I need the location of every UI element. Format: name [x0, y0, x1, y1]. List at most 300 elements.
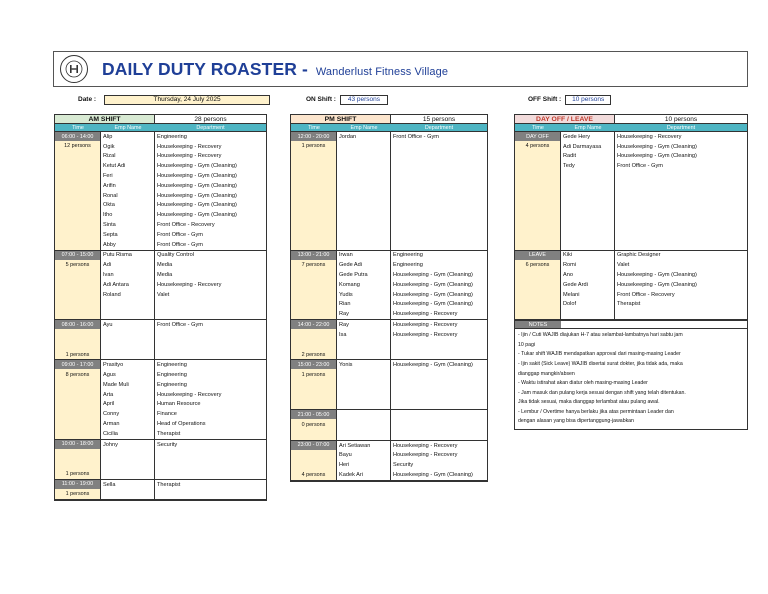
employee-name	[561, 230, 615, 240]
employee-row	[337, 280, 487, 290]
employee-department	[391, 191, 487, 201]
employee-department: Housekeeping - Gym (Cleaning)	[393, 281, 473, 288]
employee-name	[561, 171, 615, 181]
employee-department: Housekeeping - Recovery	[393, 322, 458, 329]
am-section-header	[55, 115, 266, 124]
employee-row	[561, 260, 747, 270]
day-off-section	[514, 114, 748, 430]
employee-name: Cicilia	[101, 429, 155, 439]
employee-name	[561, 181, 615, 191]
employee-row	[337, 152, 487, 162]
note-line: dianggap mangkir/absen	[518, 370, 575, 377]
shift-time-cell	[55, 480, 101, 500]
employee-name: Feri	[101, 171, 155, 181]
shift-time-cell	[55, 251, 101, 320]
employee-department	[615, 171, 747, 181]
employee-department: Therapist	[157, 430, 181, 437]
employee-department: Front Office - Gym	[617, 163, 663, 170]
employee-name: Ray	[337, 320, 391, 330]
shift-count: 2 persons	[301, 351, 326, 358]
employee-name: Romi	[561, 260, 615, 270]
employee-name	[337, 142, 391, 152]
column-headers	[55, 124, 266, 132]
employee-row	[561, 152, 747, 162]
employee-department: Housekeeping - Gym (Cleaning)	[393, 272, 473, 279]
employee-name: Prasityo	[101, 360, 155, 370]
employee-name: Ano	[561, 270, 615, 280]
employee-row	[561, 251, 747, 261]
notes-header	[515, 320, 747, 329]
pm-section-count: 15 persons	[422, 115, 456, 123]
note-line: - Tukar shift WAJIB mendapatkan approval dari masing-masing Leader	[518, 351, 681, 358]
company-logo-icon	[60, 55, 88, 83]
employee-department: Engineering	[157, 133, 187, 140]
employee-department: Valet	[617, 262, 630, 269]
employee-name	[337, 230, 391, 240]
employee-name	[101, 450, 155, 460]
employee-department	[615, 220, 747, 230]
employee-row	[101, 419, 266, 429]
employee-row	[337, 251, 487, 261]
employee-department: Housekeeping - Gym (Cleaning)	[617, 153, 697, 160]
on-shift-label: ON Shift :	[306, 96, 336, 103]
shift-count: 1 persons	[65, 351, 90, 358]
employee-row	[561, 290, 747, 300]
col-time-header: Time	[72, 124, 84, 131]
employee-department	[391, 410, 487, 420]
employee-row	[101, 390, 266, 400]
employee-department	[391, 430, 487, 440]
shift-time: 23:00 - 07:00	[291, 441, 336, 450]
col-dept-header: Department	[424, 124, 454, 131]
employee-row	[337, 201, 487, 211]
shift-block	[291, 320, 487, 360]
employee-department: Engineering	[393, 252, 423, 259]
employee-name: Septa	[101, 230, 155, 240]
employee-name	[561, 191, 615, 201]
shift-time: 11:00 - 19:00	[55, 480, 100, 489]
employee-row	[337, 430, 487, 440]
employee-row	[101, 152, 266, 162]
employee-department	[155, 450, 266, 460]
employee-department: Housekeeping - Gym (Cleaning)	[617, 143, 697, 150]
shift-time-cell	[291, 410, 337, 439]
employee-name: Ray	[337, 309, 391, 319]
employee-department	[391, 230, 487, 240]
am-shift-section	[54, 114, 267, 501]
employee-row	[101, 191, 266, 201]
employee-department	[391, 340, 487, 350]
notes-label: NOTES	[515, 321, 561, 328]
employee-department: Quality Control	[157, 252, 194, 259]
employee-row	[101, 440, 266, 450]
shift-block	[291, 132, 487, 251]
employee-name: Abby	[101, 240, 155, 250]
employee-department: Engineering	[157, 372, 187, 379]
shift-time-cell	[291, 360, 337, 409]
employee-row	[101, 370, 266, 380]
shift-time: 10:00 - 18:00	[55, 440, 100, 449]
employee-list	[337, 132, 487, 250]
shift-block	[55, 360, 266, 439]
employee-department	[391, 152, 487, 162]
employee-name	[561, 201, 615, 211]
employee-name: Sella	[101, 480, 155, 490]
employee-list	[337, 410, 487, 439]
employee-name	[337, 350, 391, 360]
employee-name: Adi	[101, 260, 155, 270]
employee-department	[615, 230, 747, 240]
shift-count: 4 persons	[301, 472, 326, 479]
employee-row	[561, 210, 747, 220]
column-headers	[515, 124, 747, 132]
employee-department: Engineering	[393, 262, 423, 269]
employee-department: Housekeeping - Gym (Cleaning)	[617, 272, 697, 279]
employee-name: Gede Putra	[337, 270, 391, 280]
employee-row	[561, 240, 747, 250]
date-value[interactable]: Thursday, 24 July 2025	[104, 95, 270, 105]
employee-row	[101, 270, 266, 280]
employee-name	[337, 191, 391, 201]
employee-department	[391, 171, 487, 181]
employee-department: Housekeeping - Recovery	[157, 143, 222, 150]
employee-row	[561, 280, 747, 290]
employee-row	[561, 300, 747, 310]
employee-name: Gede Ardi	[561, 280, 615, 290]
employee-row	[337, 470, 487, 480]
shift-count: 12 persons	[64, 143, 91, 150]
notes-list	[515, 329, 747, 429]
employee-row	[101, 251, 266, 261]
shift-block	[515, 132, 747, 251]
employee-list	[561, 132, 747, 250]
employee-department: Front Office - Gym	[157, 241, 203, 248]
off-shift-field	[528, 94, 611, 105]
employee-row	[561, 181, 747, 191]
employee-name: Adi Antara	[101, 280, 155, 290]
column-headers	[291, 124, 487, 132]
employee-department: Human Resource	[157, 401, 201, 408]
employee-department	[155, 490, 266, 500]
employee-name: Ketut Adi	[101, 161, 155, 171]
note-line: - Waktu istirahat akan diatur oleh masing-masing Leader	[518, 380, 648, 387]
employee-name: Arifin	[101, 181, 155, 191]
title-separator: -	[301, 58, 308, 79]
employee-name	[337, 370, 391, 380]
employee-department: Media	[157, 262, 173, 269]
employee-row	[561, 142, 747, 152]
employee-department: Security	[393, 462, 414, 469]
employee-row	[101, 300, 266, 310]
employee-name	[561, 309, 615, 319]
employee-row	[337, 300, 487, 310]
employee-department: Housekeeping - Recovery	[393, 452, 458, 459]
shift-block	[291, 360, 487, 410]
employee-department	[615, 309, 747, 319]
employee-department: Housekeeping - Gym (Cleaning)	[393, 471, 473, 478]
employee-name	[101, 340, 155, 350]
employee-list	[101, 251, 266, 320]
employee-department: Engineering	[157, 381, 187, 388]
employee-row	[337, 210, 487, 220]
employee-department	[155, 300, 266, 310]
off-section-title: DAY OFF / LEAVE	[515, 115, 615, 123]
employee-department: Housekeeping - Gym (Cleaning)	[157, 202, 237, 209]
note-line: Jika tidak sesuai, maka dianggap terlambat atau pulang awal.	[518, 399, 660, 406]
employee-department: Head of Operations	[157, 421, 206, 427]
employee-name: Ayu	[101, 320, 155, 330]
employee-name: Bayu	[337, 451, 391, 461]
employee-department: Front Office - Gym	[157, 322, 203, 329]
employee-row	[101, 340, 266, 350]
employee-row	[101, 320, 266, 330]
employee-department: Finance	[157, 411, 177, 418]
shift-count: 0 persons	[301, 421, 326, 428]
shift-count: 7 persons	[301, 261, 326, 268]
employee-name: Okta	[101, 201, 155, 211]
employee-department: Housekeeping - Gym (Cleaning)	[393, 362, 473, 369]
employee-department	[391, 220, 487, 230]
employee-department	[391, 210, 487, 220]
employee-name	[101, 490, 155, 500]
employee-row	[337, 330, 487, 340]
employee-row	[101, 132, 266, 142]
employee-department: Housekeeping - Recovery	[157, 391, 222, 398]
employee-name: Arta	[101, 390, 155, 400]
on-shift-field	[306, 94, 388, 105]
shift-time: 08:00 - 16:00	[55, 320, 100, 329]
employee-department: Housekeeping - Recovery	[157, 153, 222, 160]
am-section-title: AM SHIFT	[55, 115, 155, 123]
employee-department: Housekeeping - Gym (Cleaning)	[157, 192, 237, 199]
employee-row	[561, 132, 747, 142]
shift-time-cell	[291, 441, 337, 480]
employee-row	[337, 260, 487, 270]
employee-department: Housekeeping - Gym (Cleaning)	[393, 301, 473, 308]
shift-block	[55, 251, 266, 321]
employee-department: Housekeeping - Recovery	[393, 442, 458, 449]
employee-department: Housekeeping - Gym (Cleaning)	[157, 163, 237, 170]
employee-row	[337, 320, 487, 330]
employee-name: Kiki	[561, 251, 615, 261]
employee-name: Tedy	[561, 161, 615, 171]
employee-row	[561, 191, 747, 201]
employee-row	[561, 270, 747, 280]
employee-name	[337, 410, 391, 420]
shift-block	[55, 132, 266, 251]
employee-name: Ari Setiawan	[337, 441, 391, 451]
note-line: - Lembur / Overtime hanya berlaku jika atas permintaan Leader dan	[518, 408, 674, 415]
employee-department: Front Office - Recovery	[617, 291, 675, 298]
employee-name	[101, 300, 155, 310]
employee-department	[615, 240, 747, 250]
employee-row	[101, 459, 266, 469]
employee-department	[155, 350, 266, 360]
note-line: 10 pagi	[518, 341, 536, 348]
employee-row	[101, 142, 266, 152]
employee-row	[561, 171, 747, 181]
employee-name	[337, 171, 391, 181]
employee-row	[101, 309, 266, 319]
employee-row	[337, 220, 487, 230]
employee-department	[391, 181, 487, 191]
employee-name	[337, 210, 391, 220]
employee-department	[391, 240, 487, 250]
employee-department: Valet	[157, 291, 170, 298]
employee-row	[101, 480, 266, 490]
employee-department: Housekeeping - Recovery	[393, 331, 458, 338]
shift-count: 8 persons	[65, 371, 90, 378]
employee-row	[337, 161, 487, 171]
employee-row	[561, 309, 747, 319]
note-line: - Ijin sakit (Sick Leave) WAJIB disertai surat dokter, jika tidak ada, maka	[518, 360, 683, 367]
pm-section-header	[291, 115, 487, 124]
employee-name: Sinta	[101, 220, 155, 230]
employee-row	[101, 330, 266, 340]
employee-name	[561, 210, 615, 220]
shift-time: DAY OFF	[515, 132, 560, 141]
employee-name	[337, 161, 391, 171]
shift-time-cell	[291, 320, 337, 359]
employee-name: Irwan	[337, 251, 391, 261]
employee-row	[101, 409, 266, 419]
employee-list	[101, 440, 266, 479]
employee-department: Front Office - Recovery	[157, 222, 215, 229]
shift-time-cell	[55, 360, 101, 438]
employee-row	[337, 191, 487, 201]
shift-count: 1 persons	[65, 491, 90, 498]
shift-time-cell	[515, 251, 561, 320]
employee-row	[337, 142, 487, 152]
employee-name: Putu Risma	[101, 251, 155, 261]
employee-row	[561, 201, 747, 211]
employee-name: Roland	[101, 290, 155, 300]
shift-count: 6 persons	[525, 261, 550, 268]
shift-count: 1 persons	[301, 371, 326, 378]
employee-row	[101, 290, 266, 300]
employee-list	[337, 360, 487, 409]
employee-name: Radit	[561, 152, 615, 162]
employee-department	[391, 142, 487, 152]
employee-row	[101, 240, 266, 250]
shift-count: 1 persons	[65, 471, 90, 478]
shift-time-cell	[291, 132, 337, 250]
employee-name: Agus	[101, 370, 155, 380]
employee-department	[155, 309, 266, 319]
employee-name	[101, 309, 155, 319]
employee-row	[337, 309, 487, 319]
employee-name: Komang	[337, 280, 391, 290]
employee-name: Alip	[101, 132, 155, 142]
title-text: DAILY DUTY ROASTER	[102, 58, 297, 79]
employee-department: Housekeeping - Gym (Cleaning)	[617, 281, 697, 288]
employee-department: Graphic Designer	[617, 252, 661, 259]
on-shift-value: 43 persons	[340, 95, 388, 105]
shift-time: 15:00 - 23:00	[291, 360, 336, 369]
employee-row	[337, 240, 487, 250]
shift-block	[291, 410, 487, 440]
employee-department: Housekeeping - Recovery	[393, 311, 458, 318]
employee-name: Melani	[561, 290, 615, 300]
employee-row	[101, 230, 266, 240]
employee-department: Therapist	[617, 301, 641, 308]
off-shift-label: OFF Shift :	[528, 96, 562, 103]
off-shift-value: 10 persons	[565, 95, 611, 105]
page-header	[53, 51, 748, 87]
off-section-header	[515, 115, 747, 124]
employee-row	[337, 370, 487, 380]
employee-row	[101, 181, 266, 191]
employee-row	[337, 360, 487, 370]
shift-time: 06:00 - 14:00	[55, 132, 100, 141]
employee-department: Housekeeping - Gym (Cleaning)	[157, 173, 237, 180]
employee-name	[337, 220, 391, 230]
employee-row	[337, 290, 487, 300]
note-line: - Jam masuk dan pulang kerja sesuai dengan shift yang telah ditentukan.	[518, 389, 686, 396]
col-dept-header: Department	[196, 124, 225, 131]
shift-time: 07:00 - 15:00	[55, 251, 100, 260]
employee-name	[337, 390, 391, 400]
shift-block	[55, 320, 266, 360]
employee-department	[391, 370, 487, 380]
employee-row	[337, 181, 487, 191]
employee-name	[561, 240, 615, 250]
employee-department: Housekeeping - Recovery	[157, 281, 222, 288]
employee-list	[337, 441, 487, 480]
shift-time: 09:00 - 17:00	[55, 360, 100, 369]
employee-name: Ronal	[101, 191, 155, 201]
employee-row	[101, 201, 266, 211]
employee-name	[101, 469, 155, 479]
employee-department	[155, 459, 266, 469]
employee-department: Housekeeping - Gym (Cleaning)	[157, 182, 237, 189]
date-field	[78, 94, 270, 105]
employee-row	[101, 171, 266, 181]
employee-name	[337, 181, 391, 191]
employee-department: Security	[157, 441, 178, 448]
employee-department	[615, 191, 747, 201]
employee-row	[337, 380, 487, 390]
date-label: Date :	[78, 96, 97, 103]
employee-name: Yonis	[337, 360, 391, 370]
employee-list	[101, 480, 266, 500]
employee-list	[561, 251, 747, 320]
employee-department	[155, 330, 266, 340]
employee-department	[155, 340, 266, 350]
employee-name	[337, 340, 391, 350]
employee-row	[337, 451, 487, 461]
employee-name: Rizal	[101, 152, 155, 162]
employee-department	[155, 469, 266, 479]
shift-block	[291, 441, 487, 481]
employee-name: Johny	[101, 440, 155, 450]
page-title	[102, 59, 448, 80]
shift-time: 14:00 - 22:00	[291, 320, 336, 329]
shift-count: 1 persons	[301, 143, 326, 150]
employee-row	[337, 400, 487, 410]
employee-department	[391, 350, 487, 360]
employee-name: Rian	[337, 300, 391, 310]
page-subtitle: Wanderlust Fitness Village	[315, 65, 449, 78]
employee-row	[337, 230, 487, 240]
employee-department: Housekeeping - Recovery	[617, 133, 682, 140]
employee-row	[337, 390, 487, 400]
employee-row	[561, 230, 747, 240]
employee-row	[337, 132, 487, 142]
employee-department: Front Office - Gym	[393, 133, 439, 140]
note-line: dengan alasan yang bisa dipertanggung-jawabkan	[518, 418, 634, 425]
employee-name: Dolof	[561, 300, 615, 310]
